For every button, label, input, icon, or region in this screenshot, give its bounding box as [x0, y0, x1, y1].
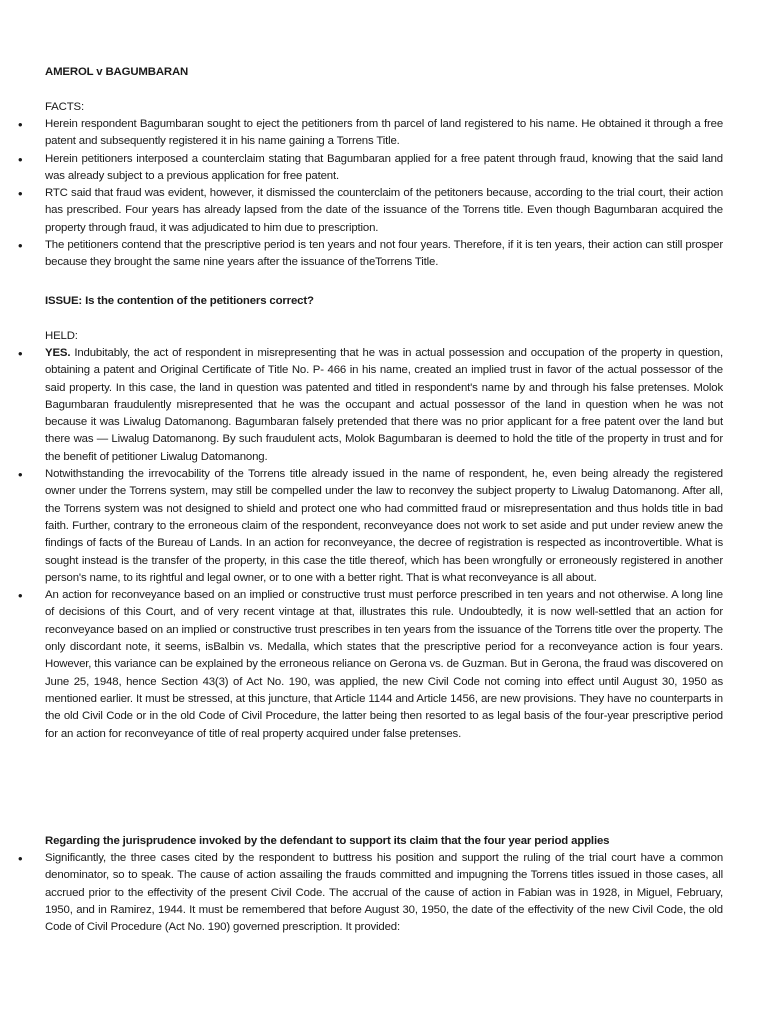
jurisprudence-list [45, 850, 723, 936]
facts-item: • RTC said that fraud was evident, however, it dismissed the counterclaim of the petitoners because, according to the trial court, their action has prescribed. Four years has already lapsed from the date of the issuance of the Torrens title. Even though Bagumbaran acquired the property through fraud, it was adjudicated to him due to prescription. [45, 185, 723, 237]
held-item: • Notwithstanding the irrevocability of the Torrens title already issued in the name of respondent, he, even being already the registered owner under the Torrens system, may still be compelled under the law to reconvey the subject property to Liwalug Datomanong. After all, the Torrens system was not designed to shield and protect one who had committed fraud or misrepresentation and thus holds title in bad faith. Further, contrary to the erroneous claim of the respondent, reconveyance does not work to set aside and put under review anew the findings of facts of the Bureau of Lands. In an action for reconveyance, the decree of registration is respected as incontrovertible. What is sought instead is the transfer of the property, in this case the title thereof, which has been wrongfully or erroneously registered in another person's name, to its rightful and legal owner, or to one with a better right. That is what reconveyance is all about. [45, 466, 723, 587]
facts-list [45, 116, 723, 272]
facts-item: • The petitioners contend that the prescriptive period is ten years and not four years. Therefore, if it is ten years, their action can still prosper because they brought the same nine years after the issuance of theTorrens Title. [45, 237, 723, 272]
held-heading: HELD: [45, 330, 78, 342]
held-list [45, 345, 723, 743]
held-item [45, 345, 723, 466]
held-reasoning: Indubitably, the act of respondent in misrepresenting that he was in actual possession and occupation of the property in question, obtaining a patent and Original Certificate of Title No. P- 466 in his name, created an implied trust in favor of the actual possessor of the said property. In this case, the land in question was patented and titled in respondent's name by and through his false pretenses. Molok Bagumbaran fraudulently misrepresented that he was the occupant and actual possessor of the land in question when he was not because it was Liwalug Datomanong. Bagumbaran falsely pretended that there was no prior applicant for a free patent over the land but there was — Liwalug Datomanong. By such fraudulent acts, Molok Bagumbaran is deemed to hold the title of the property in trust and for the benefit of petitioner Liwalug Datomanong. [45, 347, 723, 463]
jurisprudence-heading: Regarding the jurisprudence invoked by the defendant to support its claim that the four year period applies [45, 835, 610, 847]
jurisprudence-item: • Significantly, the three cases cited by the respondent to buttress his position and support the ruling of the trial court have a common denominator, so to speak. The cause of action assailing the frauds committed and impugning the Torrens titles issued in those cases, all accrued prior to the effectivity of the present Civil Code. The accrual of the cause of action in Fabian was in 1928, in Miguel, February, 1950, and in Ramirez, 1944. It must be remembered that before August 30, 1950, the date of the effectivity of the new Civil Code, the old Code of Civil Procedure (Act No. 190) governed prescription. It provided: [45, 850, 723, 936]
facts-item: • Herein respondent Bagumbaran sought to eject the petitioners from th parcel of land registered to his name. He obtained it through a free patent and subsequently registered it in his name gaining a Torrens Title. [45, 116, 723, 151]
held-item: • An action for reconveyance based on an implied or constructive trust must perforce prescribed in ten years and not otherwise. A long line of decisions of this Court, and of very recent vintage at that, illustrates this rule. Undoubtedly, it is now well-settled that an action for reconveyance based on an implied or constructive trust prescribes in ten years from the issuance of the Torrens title over the property. The only discordant note, it seems, isBalbin vs. Medalla, which states that the prescriptive period for a reconveyance action is four years. However, this variance can be explained by the erroneous reliance on Gerona vs. de Guzman. But in Gerona, the fraud was discovered on June 25, 1948, hence Section 43(3) of Act No. 190, was applied, the new Civil Code not coming into effect until August 30, 1950 as mentioned earlier. It must be stressed, at this juncture, that Article 1144 and Article 1456, are new provisions. They have no counterparts in the old Civil Code or in the old Code of Civil Procedure, the latter being then resorted to as legal basis of the four-year prescriptive period for an action for reconveyance of title of real property acquired under false pretenses. [45, 587, 723, 743]
held-answer: YES. [45, 347, 71, 359]
issue-statement: ISSUE: Is the contention of the petitioners correct? [45, 295, 314, 307]
facts-item: • Herein petitioners interposed a counterclaim stating that Bagumbaran applied for a free patent through fraud, knowing that the said land was already subject to a previous application for free patent. [45, 151, 723, 186]
case-title: AMEROL v BAGUMBARAN [45, 66, 189, 78]
facts-heading: FACTS: [45, 101, 84, 113]
